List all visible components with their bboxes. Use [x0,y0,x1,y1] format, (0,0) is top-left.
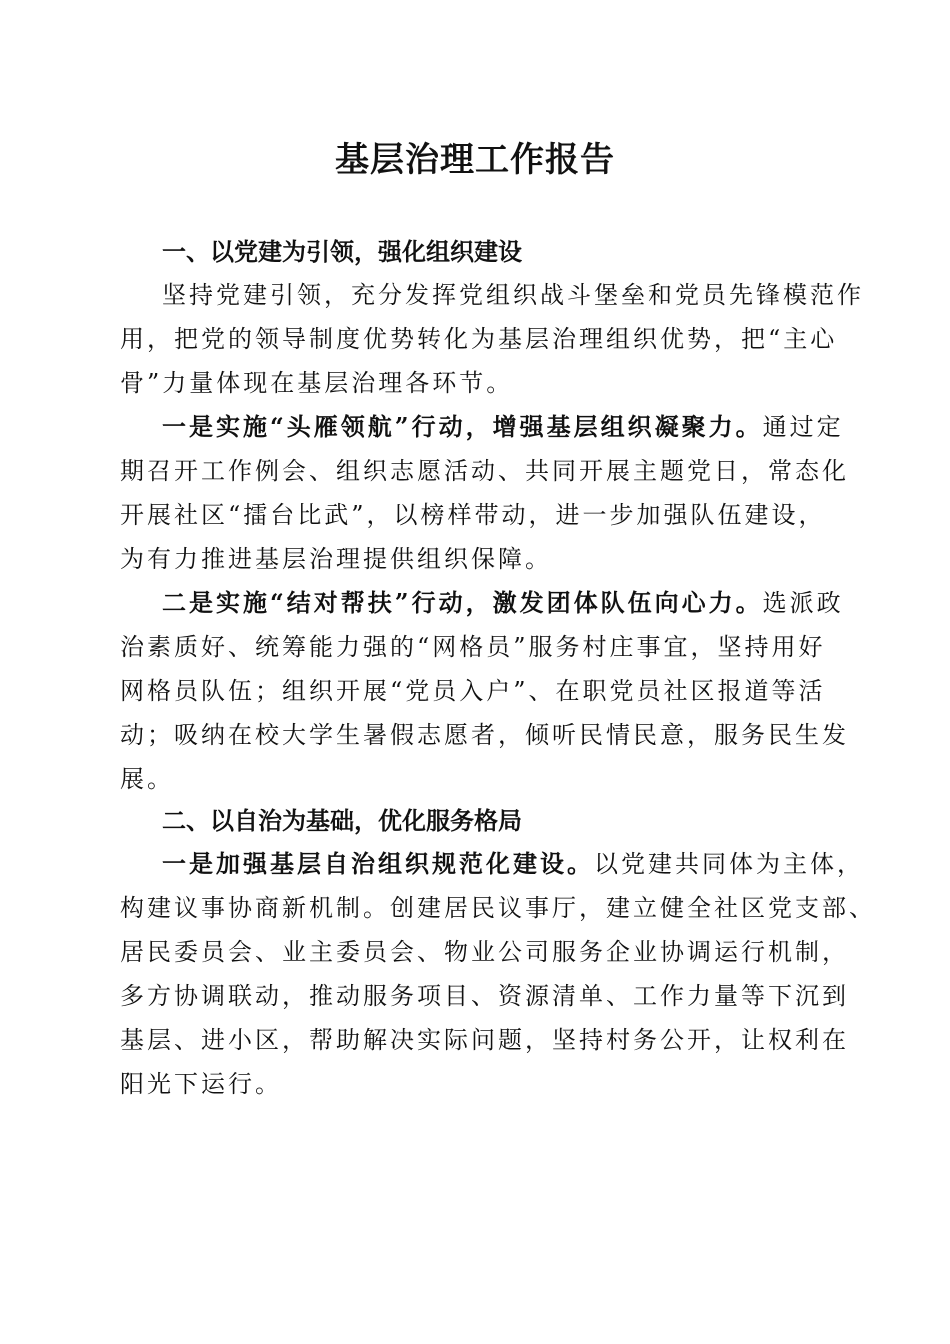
paragraph-line: 用，把党的领导制度优势转化为基层治理组织优势，把“主心 [120,325,838,353]
paragraph-line: 居民委员会、业主委员会、物业公司服务企业协调运行机制， [120,938,849,966]
item-lead-sentence: 一是加强基层自治组织规范化建设。 [162,849,594,878]
paragraph-line: 开展社区“擂台比武”，以榜样带动，进一步加强队伍建设， [120,501,826,529]
item-lead-sentence: 二是实施“结对帮扶”行动，激发团体队伍向心力。 [162,588,763,617]
document-body [120,232,876,1106]
paragraph-line: 期召开工作例会、组织志愿活动、共同开展主题党日，常态化 [120,457,849,485]
paragraph-line: 构建议事协商新机制。创建居民议事厅，建立健全社区党支部、 [120,894,876,922]
paragraph-line: 动；吸纳在校大学生暑假志愿者，倾听民情民意，服务民生发 [120,721,849,749]
section-1-heading: 一、以党建为引领，强化组织建设 [162,238,522,266]
section-1-item-1-paragraph [120,405,849,581]
paragraph-line: 网格员队伍；组织开展“党员入户”、在职党员社区报道等活 [120,677,826,705]
paragraph-line: 坚持党建引领，充分发挥党组织战斗堡垒和党员先锋模范作 [162,281,864,309]
section-2-item-1-paragraph [120,842,876,1106]
paragraph-line: 阳光下运行。 [120,1070,282,1098]
section-1-item-2-paragraph [120,581,849,801]
document-title: 基层治理工作报告 [335,140,615,180]
paragraph-line: 基层、进小区，帮助解决实际问题，坚持村务公开，让权利在 [120,1026,849,1054]
paragraph-line: 骨”力量体现在基层治理各环节。 [120,369,514,397]
item-text: 选派政 [762,589,844,617]
item-lead-sentence: 一是实施“头雁领航”行动，增强基层组织凝聚力。 [162,412,763,441]
paragraph-line [120,842,864,886]
paragraph-line: 治素质好、统筹能力强的“网格员”服务村庄事宜，坚持用好 [120,633,826,661]
section-2-heading: 二、以自治为基础，优化服务格局 [162,807,522,835]
paragraph-line: 为有力推进基层治理提供组织保障。 [120,545,552,573]
paragraph-line [120,405,844,449]
paragraph-line: 多方协调联动，推动服务项目、资源清单、工作力量等下沉到 [120,982,849,1010]
section-1-intro-paragraph [120,273,864,405]
paragraph-line: 展。 [120,765,174,793]
item-text: 通过定 [762,413,844,441]
item-text: 以党建共同体为主体， [594,850,864,878]
paragraph-line [120,581,844,625]
